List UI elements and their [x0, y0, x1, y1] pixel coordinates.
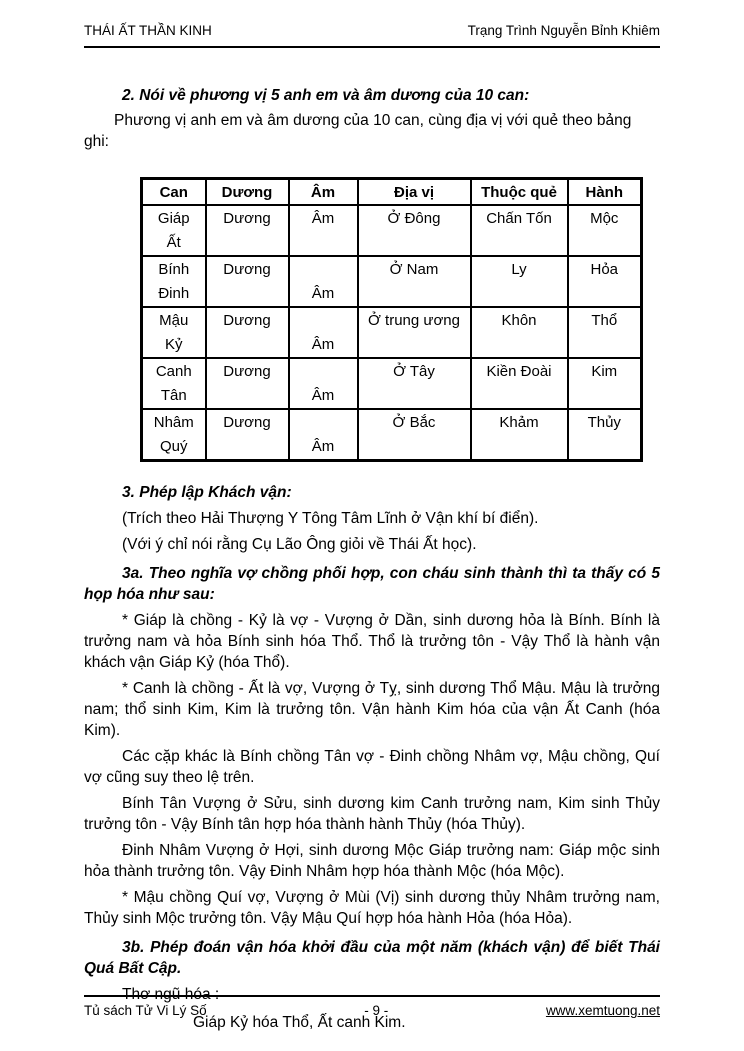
table-row [142, 358, 642, 409]
section-3b-heading: 3b. Phép đoán vận hóa khởi đầu của một năm (khách vận) để biết Thái Quá Bất Cập. [84, 939, 660, 977]
table-row [142, 307, 642, 358]
header-author: Trạng Trình Nguyễn Bỉnh Khiêm [467, 23, 660, 38]
table-cell: Ở trung ương [358, 307, 471, 358]
tho-ngu-hoa-label: Thơ ngũ hóa : [122, 986, 220, 1003]
website-link[interactable]: www.xemtuong.net [545, 1003, 660, 1018]
table-cell: Ly [471, 256, 568, 307]
page-footer [84, 995, 660, 1019]
paragraph-binh-tan: Bính Tân Vượng ở Sửu, sinh dương kim Canh trưởng nam, Kim sinh Thủy trưởng tôn - Vậy Bính tân hợp hóa thành hành Thủy (hóa Thủy). [84, 795, 660, 833]
paragraph-mau-qui: * Mậu chồng Quí vợ, Vượng ở Mùi (Vị) sinh dương thủy Nhâm trưởng nam, Thủy sinh Mộc trưởng tôn. Vậy Mậu Quí hợp hóa hành Hỏa (hóa Hỏa). [84, 889, 660, 927]
table-cell: Dương [206, 307, 289, 358]
table-cell: Âm [289, 307, 358, 358]
table-cell: Chấn Tốn [471, 205, 568, 256]
table-cell: Mậu Kỷ [142, 307, 206, 358]
table-cell: Ở Nam [358, 256, 471, 307]
table-header-cell-am: Âm [289, 179, 358, 206]
table-cell: Dương [206, 205, 289, 256]
table-cell: Khôn [471, 307, 568, 358]
table-cell: Dương [206, 256, 289, 307]
table-cell: Bính Đinh [142, 256, 206, 307]
table-header-cell-thuoc-que: Thuộc quẻ [471, 179, 568, 206]
header-book-title: THÁI ẤT THẦN KINH [84, 23, 212, 38]
can-am-duong-table [140, 177, 643, 462]
table-row [142, 256, 642, 307]
table-cell: Thủy [568, 409, 642, 461]
table-row [142, 205, 642, 256]
page-content [84, 85, 660, 1033]
table-cell: Ở Bắc [358, 409, 471, 461]
paragraph-dinh-nham: Đinh Nhâm Vượng ở Hợi, sinh dương Mộc Giáp trưởng nam: Giáp mộc sinh hỏa thành trưởng tôn. Vậy Đinh Nhâm hợp hóa thành Mộc (hóa Mộc). [84, 842, 660, 880]
section-3-note-2: (Với ý chỉ nói rằng Cụ Lão Ông giỏi về Thái Ất học). [122, 536, 477, 553]
table-cell: Ở Đông [358, 205, 471, 256]
table-header-cell-hanh: Hành [568, 179, 642, 206]
section-2-intro: Phương vị anh em và âm dương của 10 can, cùng địa vị với quẻ theo bảng ghi: [84, 112, 632, 150]
table-cell: Ở Tây [358, 358, 471, 409]
page-header [84, 22, 660, 48]
table-cell: Dương [206, 358, 289, 409]
paragraph-cac-cap-khac: Các cặp khác là Bính chồng Tân vợ - Đinh chồng Nhâm vợ, Mậu chồng, Quí vợ cũng suy theo lệ trên. [84, 748, 660, 786]
table-cell: Khảm [471, 409, 568, 461]
paragraph-giap-ky: * Giáp là chồng - Kỷ là vợ - Vượng ở Dần, sinh dương hỏa là Bính. Bính là trưởng nam và hỏa Bính sinh hóa Thổ. Thổ là trưởng tôn - Vậy Thổ là hành vận khách vận Giáp Kỷ (hóa Thổ). [84, 612, 660, 671]
table-cell: Dương [206, 409, 289, 461]
poem-line: Giáp Kỷ hóa Thổ, Ất canh Kim. [193, 1014, 406, 1031]
table-cell: Âm [289, 409, 358, 461]
table-cell: Mộc [568, 205, 642, 256]
table-cell: Kiền Đoài [471, 358, 568, 409]
section-3-heading: 3. Phép lập Khách vận: [122, 484, 292, 501]
page-number: - 9 - [364, 1003, 389, 1018]
table-cell: Nhâm Quý [142, 409, 206, 461]
table-row [142, 409, 642, 461]
table-header-cell-dia-vi: Địa vị [358, 179, 471, 206]
table-header-row [142, 179, 642, 206]
section-3-note-1: (Trích theo Hải Thượng Y Tông Tâm Lĩnh ở Vận khí bí điển). [122, 510, 539, 527]
table-cell: Kim [568, 358, 642, 409]
table-header-cell-duong: Dương [206, 179, 289, 206]
table-cell: Âm [289, 358, 358, 409]
section-3a-heading: 3a. Theo nghĩa vợ chồng phối hợp, con cháu sinh thành thì ta thấy có 5 họp hóa như sau: [84, 565, 660, 603]
footer-series-title: Tủ sách Tử Vi Lý Số [84, 1003, 207, 1018]
section-2-heading: 2. Nói về phương vị 5 anh em và âm dương của 10 can: [122, 87, 530, 104]
table-cell: Thổ [568, 307, 642, 358]
table-cell: Âm [289, 205, 358, 256]
paragraph-canh-at: * Canh là chồng - Ất là vợ, Vượng ở Tỵ, sinh dương Thổ Mậu. Mậu là trưởng nam; thổ sinh Kim, Kim là trưởng tôn. Vận hành Kim hóa của vận Ất Canh (hóa Kim). [84, 680, 660, 739]
table-cell: Hỏa [568, 256, 642, 307]
table-cell: Giáp Ất [142, 205, 206, 256]
table-cell: Âm [289, 256, 358, 307]
table-header-cell-can: Can [142, 179, 206, 206]
table-cell: Canh Tân [142, 358, 206, 409]
